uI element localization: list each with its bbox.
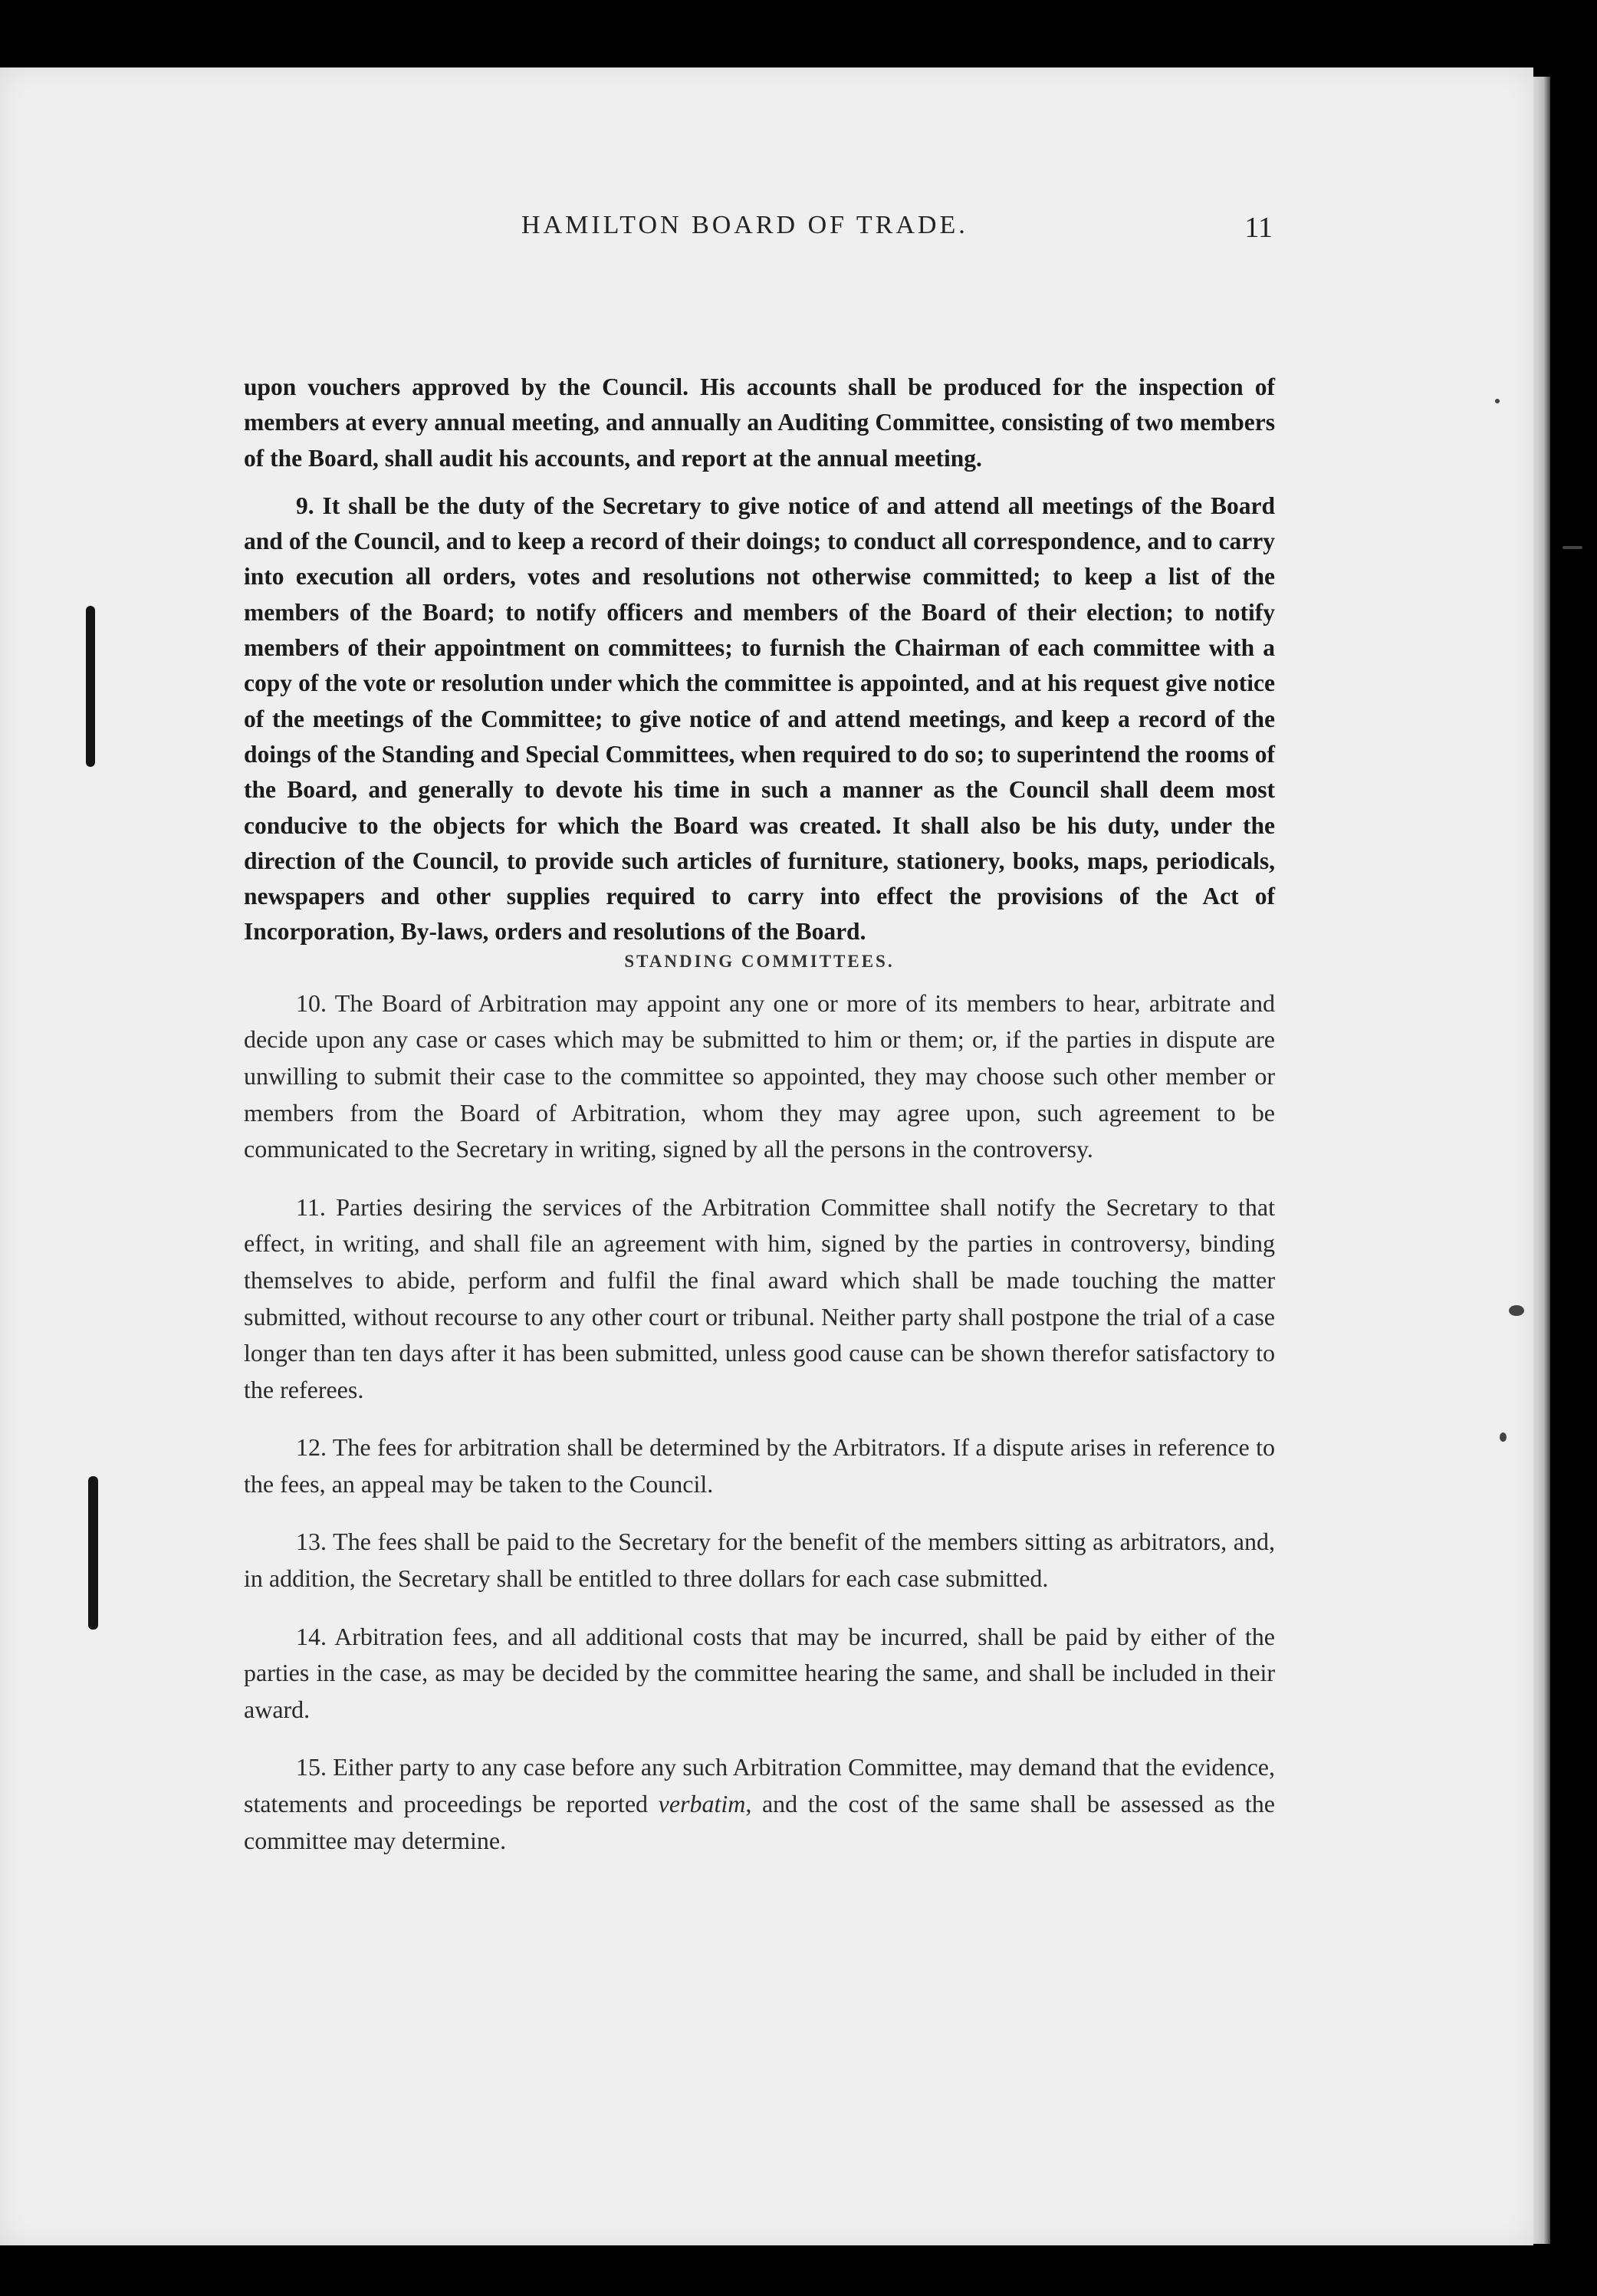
running-head-title: HAMILTON BOARD OF TRADE. [521,211,968,239]
paragraph-13: 13. The fees shall be paid to the Secretary for the benefit of the members sitting as arbitrators, and, in addition, the Secretary shall be entitled to three dollars for each case submitted. [244,1528,1275,1593]
running-head [245,211,1273,249]
binding-mark-upper [86,606,95,767]
paragraph-15-emphasis: verbatim [658,1790,746,1818]
binding-mark-lower [88,1476,98,1630]
paragraph-10: 10. The Board of Arbitration may appoint any one or more of its members to hear, arbitrate and decide upon any case or cases which may be submitted to him or them; or, if the parties in dispute are unwilling to submit their case to the committee so appointed, they may choose such other member or members from the Board of Arbitration, whom they may agree upon, such agreement to be communicated to the Secretary in writing, signed by all the persons in the controversy. [244,988,1275,1163]
section-heading: STANDING COMMITTEES. [624,951,895,971]
paragraph-12: 12. The fees for arbitration shall be determined by the Arbitrators. If a dispute arises in reference to the fees, an appeal may be taken to the Council. [244,1433,1275,1498]
paragraph-15-part-a: 15. Either party to any case before any such Arbitration Committee, may demand that the evidence, statements and proceedings be reported [244,1753,1275,1818]
scan-speck [1495,399,1500,403]
paragraph-15-part-b: , and the cost of the same shall be assessed as the committee may determine. [244,1790,1276,1854]
paragraph-9: 9. It shall be the duty of the Secretary to give notice of and attend all meetings of the Board and of the Council, and to keep a record of their doings; to conduct all correspondence, and to carry into execution all orders, votes and resolutions not otherwise committed; to keep a list of the members of the Board; to notify officers and members of the Board of their election; to notify members of their appointment on committees; to furnish the Chairman of each committee with a copy of the vote or resolution under which the committee is appointed, and at his request give notice of the meetings of the Committee; to give notice of and attend meetings, and keep a record of the doings of the Standing and Special Committees, when required to do so; to superintend the rooms of the Board, and generally to devote his time in such a manner as the Council shall deem most conducive to the objects for which the Board was created. It shall also be his duty, under the direction of the Council, to provide such articles of furniture, stationery, books, maps, periodicals, newspapers and other supplies required to carry into effect the provisions of the Act of Incorporation, By-laws, orders and resolutions of the Board. [244,492,1275,946]
page-edge-shadow [1533,77,1550,2244]
scan-speck [1500,1433,1507,1442]
scan-speck [1509,1305,1524,1316]
paragraph-11: 11. Parties desiring the services of the Arbitration Committee shall notify the Secretary to that effect, in writing, and shall file an agreement with him, signed by the parties in controversy, binding themselves to abide, perform and fulfil the final award which shall be made touching the matter submitted, without recourse to any other court or tribunal. Neither party shall postpone the trial of a case longer than ten days after it has been submitted, unless good cause can be shown therefor satisfactory to the referees. [244,1192,1275,1403]
scan-speck [1562,546,1582,549]
paragraph-8-continued: upon vouchers approved by the Council. His accounts shall be produced for the inspection of members at every annual meeting, and annually an Auditing Committee, consisting of two members of the Board, shall audit his accounts, and report at the annual meeting. [244,373,1275,472]
paragraph-15 [244,1749,1275,1859]
paragraph-14: 14. Arbitration fees, and all additional costs that may be incurred, shall be paid by either of the parties in the case, as may be decided by the committee hearing the same, and shall be included in their award. [244,1622,1275,1723]
page-number: 11 [1244,212,1273,244]
body-text [244,370,1275,1859]
